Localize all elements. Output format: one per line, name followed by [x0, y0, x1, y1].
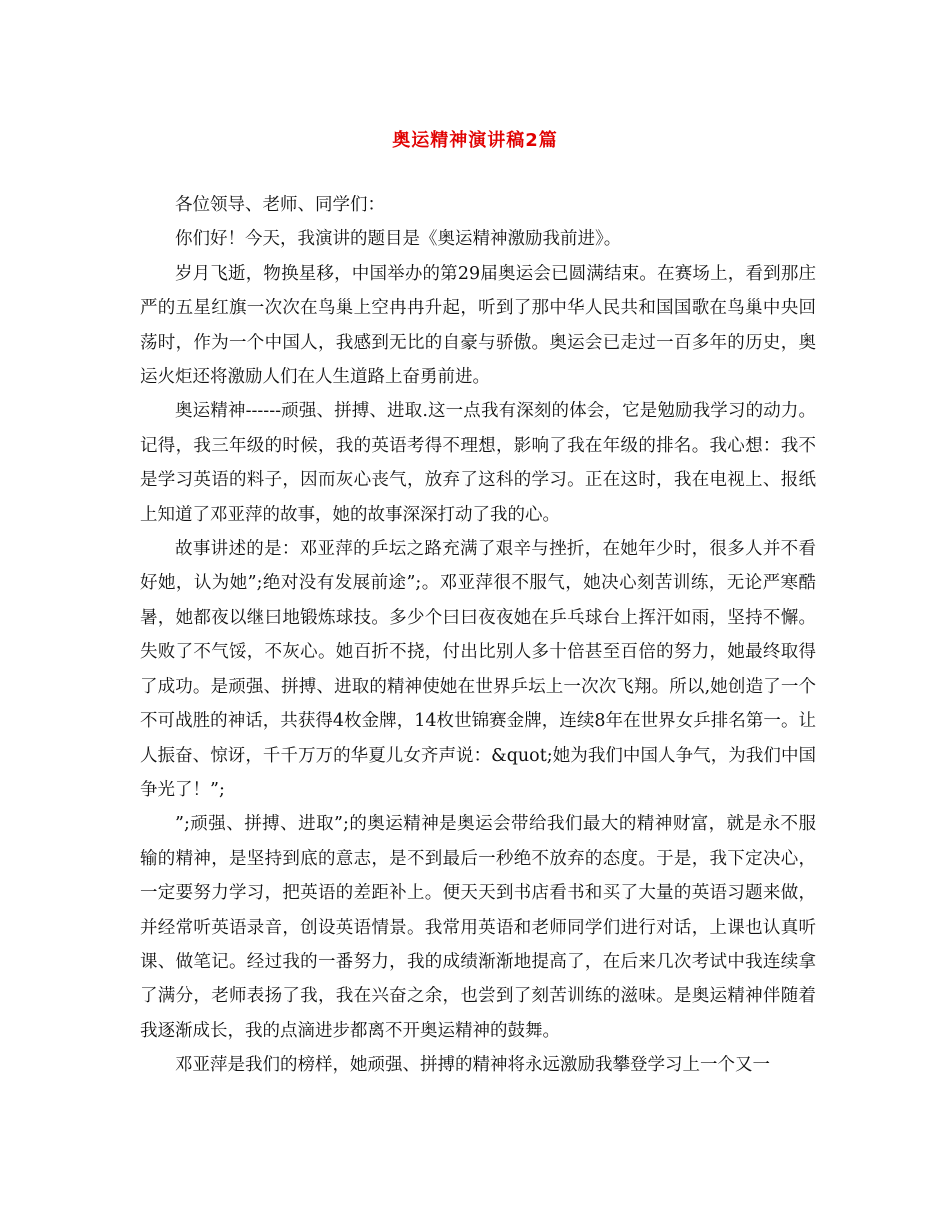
paragraph: ”;顽强、拼搏、进取”;的奥运精神是奥运会带给我们最大的精神财富，就是永不服输的精神，是坚持到底的意志，是不到最后一秒绝不放弃的态度。于是，我下定决心，一定要努力学习，把英语的差距补上。便天天到书店看书和买了大量的英语习题来做，并经常听英语录音，创设英语情景。我常用英语和老师同学们进行对话，上课也认真听课、做笔记。经过我的一番努力，我的成绩渐渐地提高了，在后来几次考试中我连续拿了满分，老师表扬了我，我在兴奋之余，也尝到了刻苦训练的滋味。是奥运精神伴随着我逐渐成长，我的点滴进步都离不开奥运精神的鼓舞。 — [140, 814, 816, 1041]
paragraph: 故事讲述的是：邓亚萍的乒坛之路充满了艰辛与挫折，在她年少时，很多人并不看好她，认为她”;绝对没有发展前途”;。邓亚萍很不服气，她决心刻苦训练，无论严寒酷暑，她都夜以继曰地锻炼球技。多少个曰曰夜夜她在乒乓球台上挥汗如雨，坚持不懈。失败了不气馁，不灰心。她百折不挠，付出比别人多十倍甚至百倍的努力，她最终取得了成功。是顽强、拼搏、进取的精神使她在世界乒坛上一次次飞翔。所以,她创造了一个不可战胜的神话，共获得4枚金牌，14枚世锦赛金牌，连续8年在世界女乒排名第一。让人振奋、惊讶，千千万万的华夏儿女齐声说：&quot;她为我们中国人争气，为我们中国争光了！”; — [140, 539, 816, 800]
paragraph-greeting: 各位领导、老师、同学们： — [175, 195, 385, 215]
paragraph-intro: 你们好！今天，我演讲的题目是《奥运精神激励我前进》。 — [175, 229, 622, 250]
paragraph: 岁月飞逝，物换星移，中国举办的第29届奥运会已圆满结束。在赛场上，看到那庄严的五星红旗一次次在鸟巢上空冉冉升起，听到了那中华人民共和国国歌在鸟巢中央回荡时，作为一个中国人，我感到无比的自豪与骄傲。奥运会已走过一百多年的历史，奥运火炬还将激励人们在人生道路上奋勇前进。 — [140, 263, 816, 388]
paragraph: 奥运精神------顽强、拼搏、进取.这一点我有深刻的体会，它是勉励我学习的动力。记得，我三年级的时候，我的英语考得不理想，影响了我在年级的排名。我心想：我不是学习英语的料子，因而灰心丧气，放弃了这科的学习。正在这时，我在电视上、报纸上知道了邓亚萍的故事，她的故事深深打动了我的心。 — [140, 401, 816, 525]
document-title: 奥运精神演讲稿2篇 — [392, 130, 558, 151]
paragraph: 邓亚萍是我们的榜样，她顽强、拼搏的精神将永远激励我攀登学习上一个又一 — [175, 1055, 770, 1076]
document-body — [140, 188, 816, 1083]
